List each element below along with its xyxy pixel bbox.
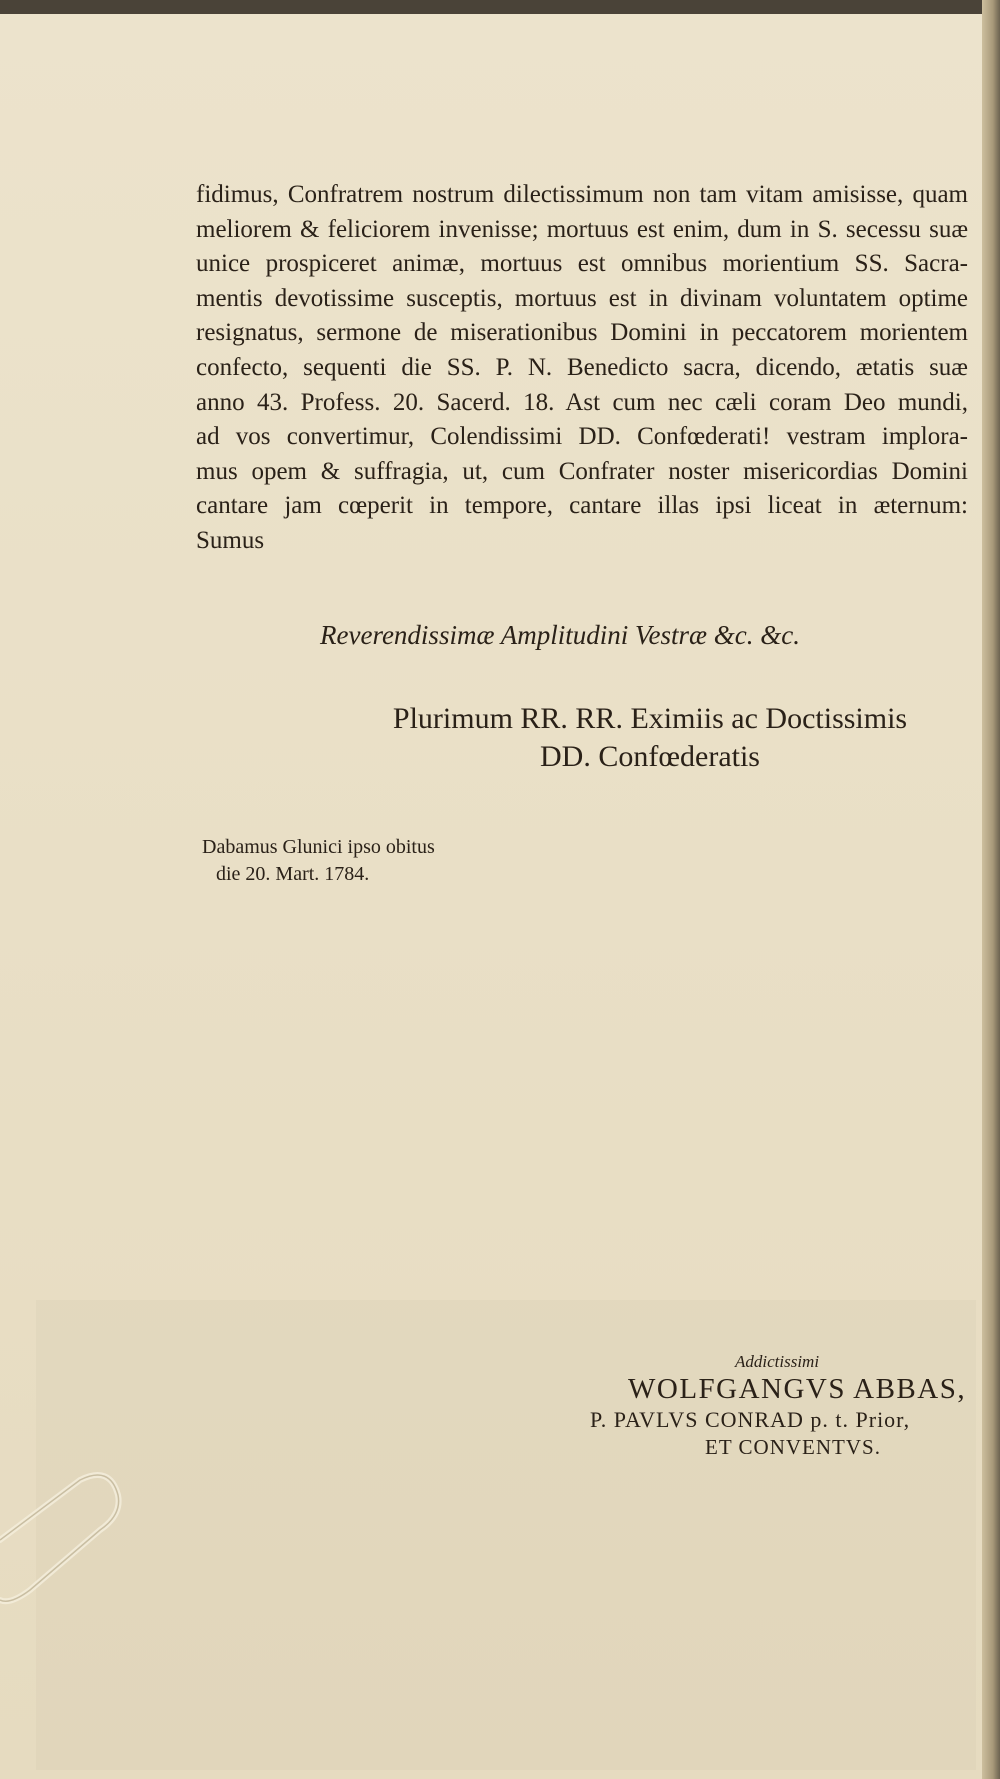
date-line [202,834,435,888]
body-line: confecto, sequenti die SS. P. N. Benedicto sacra, dicendo, ætatis suæ [196,353,968,381]
body-line: unice prospiceret animæ, mortuus est omnibus morientium SS. Sacra- [196,250,968,278]
signature-conventus: ET CONVENTVS. [705,1435,881,1459]
paperclip-icon [0,1470,130,1650]
date-line-2: die 20. Mart. 1784. [216,863,370,885]
date-line-1: Dabamus Glunici ipso obitus [202,836,435,858]
body-line: fidimus, Confratrem nostrum dilectissimum non tam vitam amisisse, quam [196,181,968,208]
body-line: meliorem & feliciorem invenisse; mortuus est enim, dum in S. secessu suæ [196,215,968,243]
body-line: mentis devotissime susceptis, mortuus est in divinam voluntatem optime [196,284,968,312]
body-line: Sumus [196,526,265,554]
address-line-2: DD. Confœderatis [540,740,760,773]
top-shadow-strip [0,0,1000,14]
body-line: resignatus, sermone de miserationibus Domini in peccatorem morientem [196,319,968,347]
signature-addictissimi: Addictissimi [735,1352,820,1371]
signature-block [590,1352,980,1460]
body-line: ad vos convertimur, Colendissimi DD. Confœderati! vestram implora- [196,423,968,451]
body-line: mus opem & suffragia, ut, cum Confrater noster misericordias Domini [196,457,968,485]
address-block [340,700,960,776]
body-line: cantare jam cœperit in tempore, cantare illas ipsi liceat in æternum: [196,492,968,520]
body-line: anno 43. Profess. 20. Sacerd. 18. Ast cum nec cæli coram Deo mundi, [196,388,968,416]
page-right-edge [982,0,1000,1779]
signature-abbas: WOLFGANGVS ABBAS, [628,1373,967,1405]
closing-salutation: Reverendissimæ Amplitudini Vestræ &c. &c. [320,620,800,650]
address-line-1: Plurimum RR. RR. Eximiis ac Doctissimis [392,702,908,735]
body-paragraph [196,178,968,559]
signature-prior: P. PAVLVS CONRAD p. t. Prior, [590,1407,911,1432]
